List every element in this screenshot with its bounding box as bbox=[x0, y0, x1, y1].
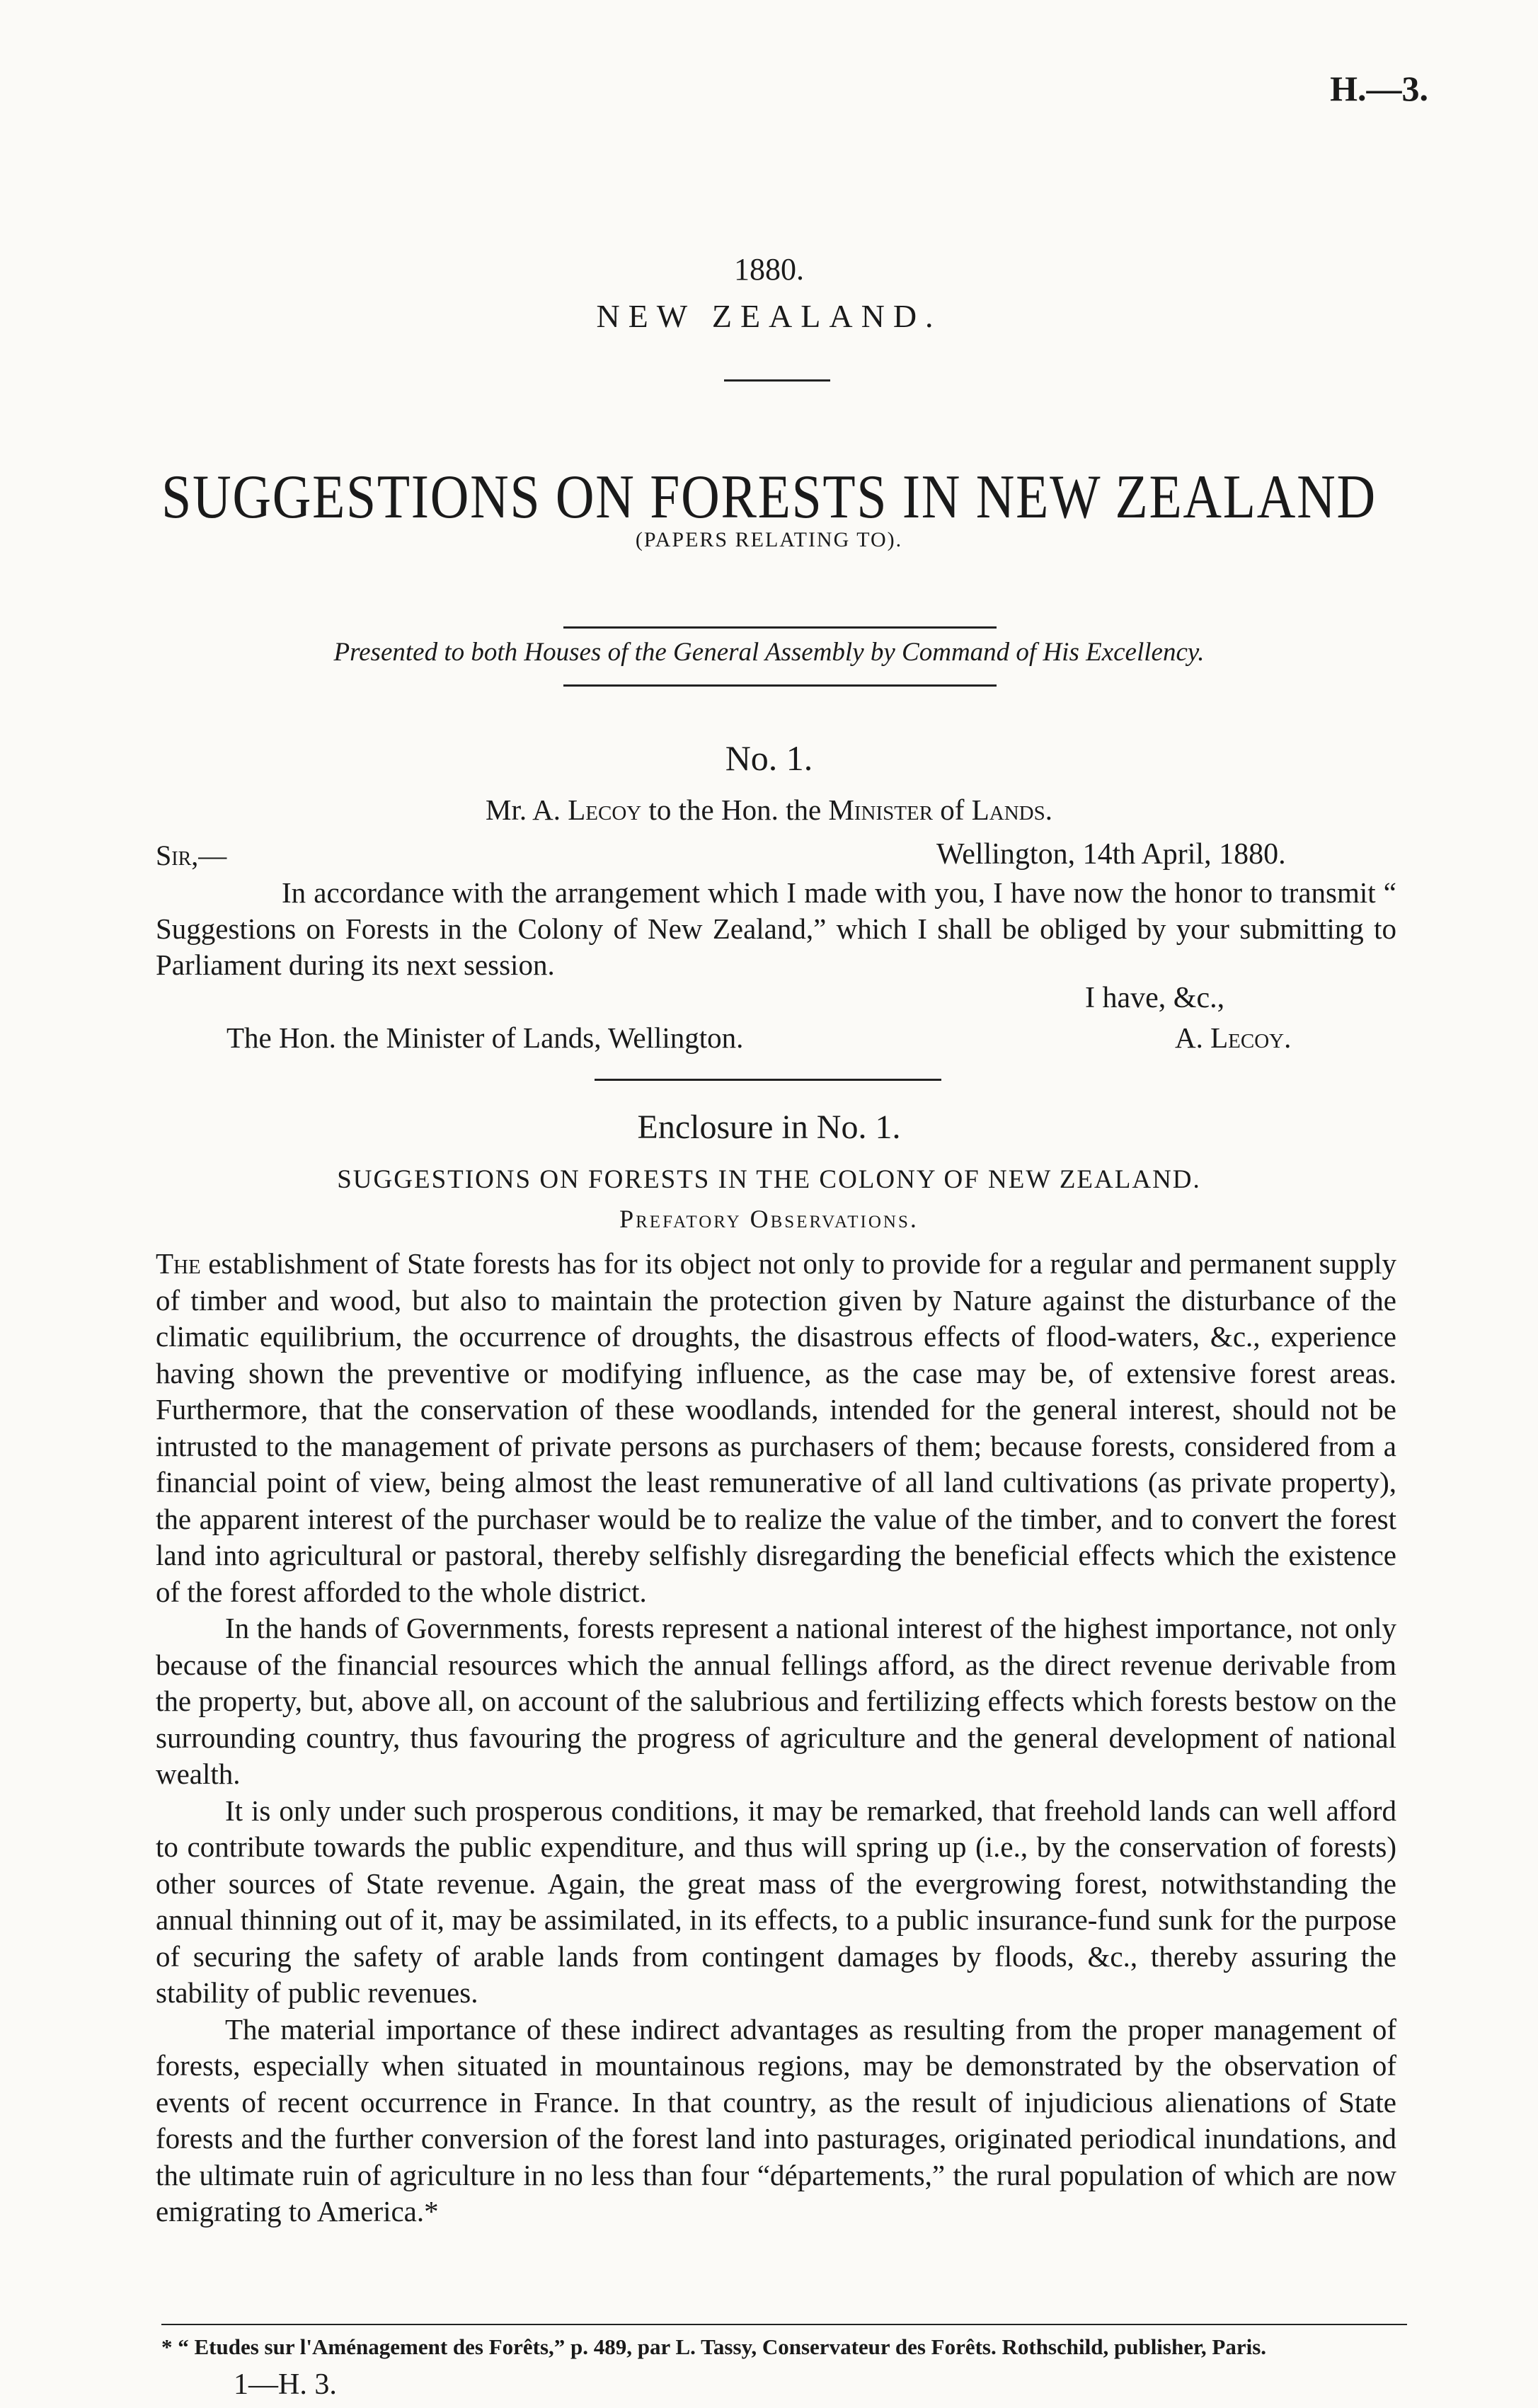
enclosure-title: SUGGESTIONS ON FORESTS IN THE COLONY OF NEW ZEALAND. bbox=[337, 1165, 1201, 1194]
main-title: SUGGESTIONS ON FORESTS IN NEW ZEALAND bbox=[161, 463, 1377, 532]
letter-rule bbox=[595, 1079, 941, 1081]
paragraph-1-lead: The bbox=[156, 1247, 201, 1280]
signature: A. Lecoy. bbox=[1175, 1021, 1292, 1054]
section-heading: Prefatory Observations. bbox=[619, 1205, 919, 1233]
presented-rule-bottom bbox=[563, 684, 997, 687]
closing: I have, &c., bbox=[1085, 982, 1225, 1014]
enclosure-heading: Enclosure in No. 1. bbox=[637, 1108, 901, 1146]
title-rule bbox=[724, 379, 830, 382]
footnote: * “ Etudes sur l'Aménagement des Forêts,” p. 489, par L. Tassy, Conservateur des Forêts. Rothschild, publisher, Paris. bbox=[161, 2334, 1267, 2359]
letter-from-to: Mr. A. Lecoy to the Hon. the Minister of Lands. bbox=[486, 793, 1052, 826]
subtitle: (PAPERS RELATING TO). bbox=[635, 528, 903, 551]
paragraph-2: In the hands of Governments, forests represent a national interest of the highest importance, not only because of the financial resources which the annual fellings afford, as the direct revenue derivable from the property, but, above all, on account of the salubrious and fertilizing effects which forests bestow on the surrounding country, thus favouring the progress of agriculture and the general development of national wealth. bbox=[156, 1612, 1396, 1790]
page-code: H.—3. bbox=[1330, 69, 1428, 108]
country-heading: NEW ZEALAND. bbox=[596, 298, 942, 334]
paragraph-1 bbox=[156, 1246, 1396, 1610]
presented-line: Presented to both Houses of the General Assembly by Command of His Excellency. bbox=[333, 638, 1205, 667]
letter-body: In accordance with the arrangement which I made with you, I have now the honor to transmit “ Suggestions on Forests in the Colony of New Zealand,” which I shall be obliged by your submitting to Parliament during its next session. bbox=[156, 876, 1396, 981]
year: 1880. bbox=[734, 252, 804, 287]
paragraph-4: The material importance of these indirect advantages as resulting from the proper management of forests, especially when situated in mountainous regions, may be demonstrated by the observation of events of recent occurrence in France. In that country, as the result of injudicious alienations of State forests and the further conversion of the forest land into pasturages, originated periodical inundations, and the ultimate ruin of agriculture in no less than four “départements,” the rural population of which are now emigrating to America.* bbox=[156, 2012, 1396, 2228]
signature-mark: 1—H. 3. bbox=[234, 2368, 337, 2401]
place-date: Wellington, 14th April, 1880. bbox=[936, 838, 1286, 871]
presented-rule-top bbox=[563, 626, 997, 629]
letter-number: No. 1. bbox=[725, 738, 813, 778]
paragraph-3: It is only under such prosperous conditions, it may be remarked, that freehold lands can well afford to contribute towards the public expenditure, and thus will spring up (i.e., by the conservation of forests) other sources of State revenue. Again, the great mass of the evergrowing forest, notwithstanding the annual thinning out of it, may be assimilated, in its effects, to a public insurance-fund sunk for the purpose of securing the safety of arable lands from contingent damages by floods, &c., thereby assuring the stability of public revenues. bbox=[156, 1794, 1396, 2009]
addressee: The Hon. the Minister of Lands, Wellington. bbox=[226, 1021, 744, 1054]
footnote-rule bbox=[161, 2324, 1407, 2325]
enclosure-body bbox=[156, 1246, 1396, 2230]
paragraph-1-text: establishment of State forests has for its object not only to provide for a regular and permanent supply of timber and wood, but also to maintain the protection given by Nature against the disturbance of the climatic equilibrium, the occurrence of droughts, the disastrous effects of flood-waters, &c., experience having shown the preventive or modifying influence, as the case may be, of extensive forest areas. Furthermore, that the conservation of these woodlands, intended for the general interest, should not be intrusted to the management of private persons as purchasers of them; because forests, considered from a financial point of view, being almost the least remunerative of all land cultivations (as private property), the apparent interest of the purchaser would be to realize the value of the timber, and to convert the forest land into agricultural or pastoral, thereby selfishly disregarding the beneficial effects which the existence of the forest afforded to the whole district. bbox=[156, 1247, 1396, 1608]
salutation: Sir,— bbox=[156, 839, 227, 871]
